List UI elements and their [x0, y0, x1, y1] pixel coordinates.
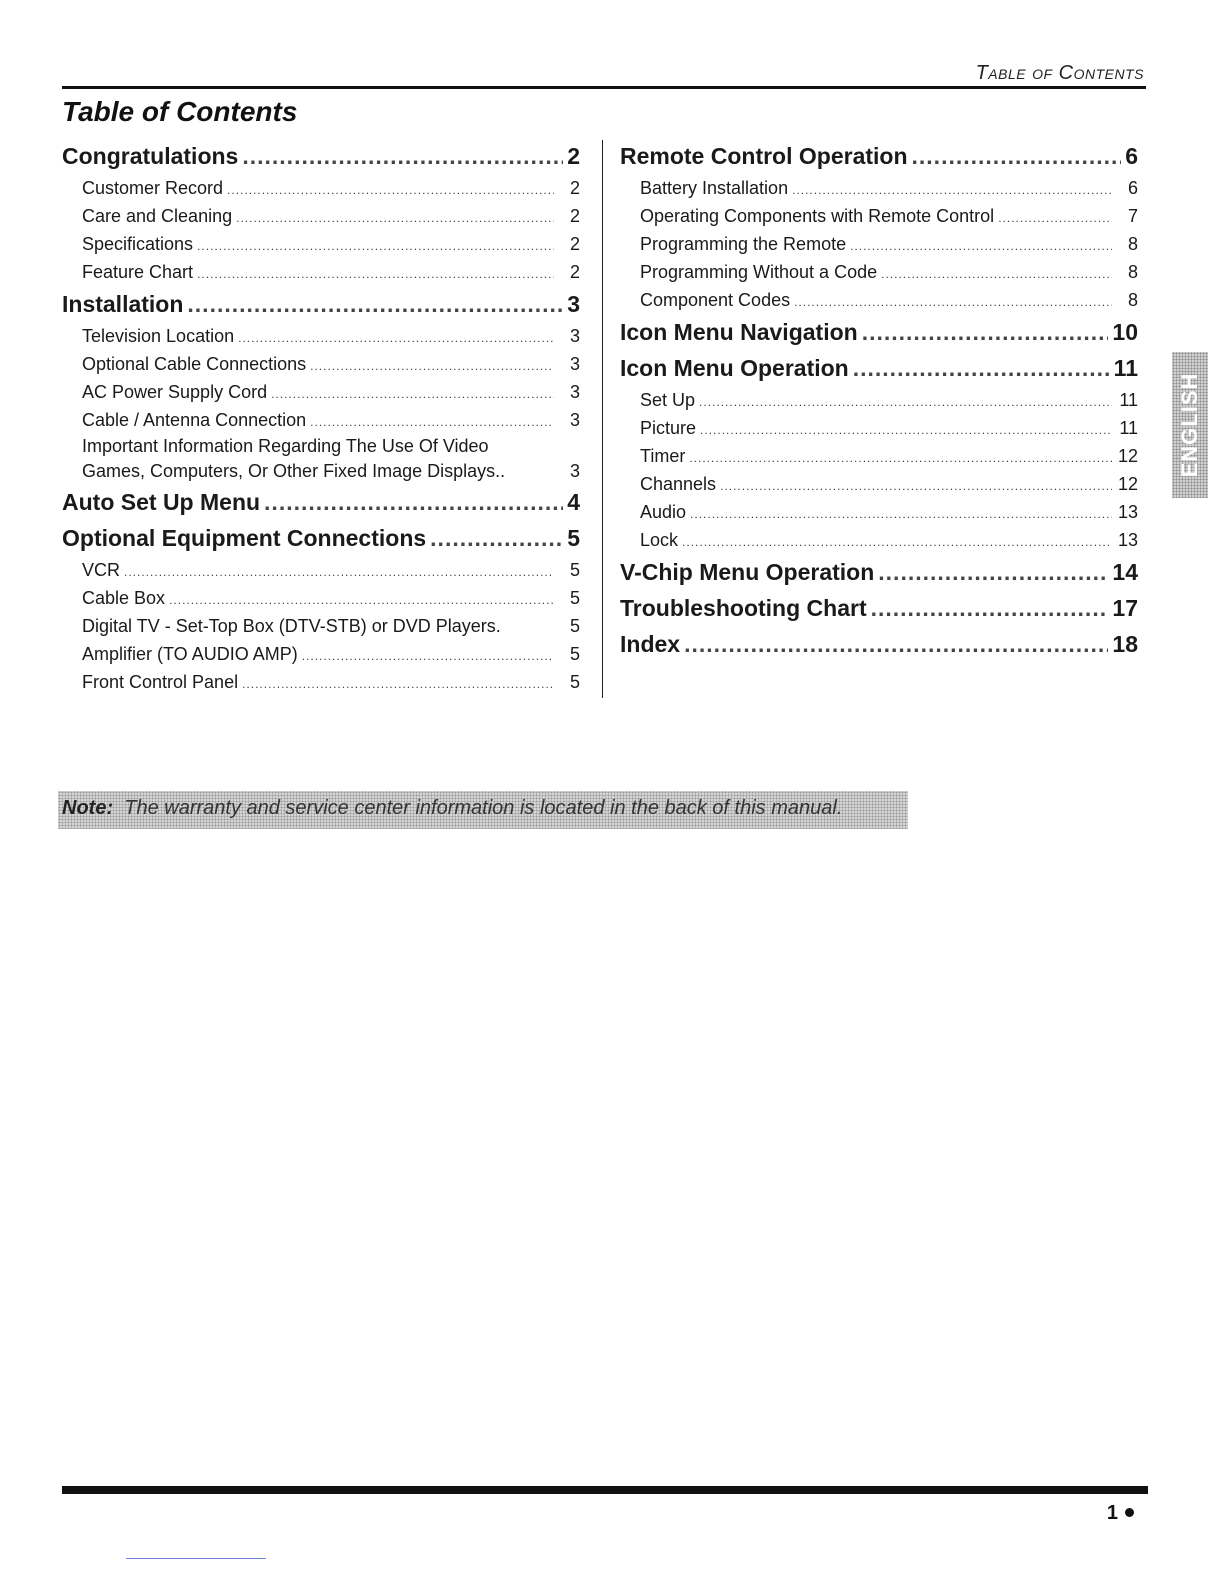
toc-sub-entry	[620, 414, 1138, 442]
toc-entry-label: Component Codes	[640, 290, 791, 310]
toc-entry-label: Troubleshooting Chart	[620, 595, 867, 621]
toc-sub-entry	[620, 526, 1138, 554]
toc-sub-entry	[62, 378, 580, 406]
column-divider	[602, 140, 603, 698]
scan-artifact-line	[126, 1558, 266, 1559]
toc-sub-entry	[62, 202, 580, 230]
toc-section-entry	[620, 626, 1138, 662]
toc-entry-page: 8	[1127, 262, 1138, 282]
toc-entry-page: 12	[1117, 474, 1138, 494]
toc-sub-entry	[620, 230, 1138, 258]
dot-leader	[682, 528, 1112, 556]
dot-leader	[862, 314, 1109, 350]
toc-section-entry	[62, 286, 580, 322]
toc-entry-page: 6	[1127, 178, 1138, 198]
toc-sub-entry	[62, 640, 580, 668]
toc-sub-entry	[62, 258, 580, 286]
toc-sub-entry	[62, 174, 580, 202]
toc-entry-label: Optional Equipment Connections	[62, 525, 427, 551]
toc-entry-label-continued: Games, Computers, Or Other Fixed Image Displays..	[82, 461, 506, 481]
toc-entry-page: 7	[1127, 206, 1138, 226]
toc-section-entry	[62, 138, 580, 174]
toc-entry-label: Television Location	[82, 326, 235, 346]
dot-leader	[197, 260, 554, 288]
toc-section-entry	[62, 520, 580, 556]
toc-entry-label: Programming Without a Code	[640, 262, 878, 282]
toc-entry-label: AC Power Supply Cord	[82, 382, 268, 402]
dot-leader	[700, 416, 1112, 444]
toc-entry-page: 2	[569, 206, 580, 226]
dot-leader	[878, 554, 1108, 590]
dot-leader	[310, 408, 554, 436]
language-tab	[1172, 352, 1208, 498]
toc-entry-page: 10	[1112, 319, 1138, 345]
toc-section-entry	[620, 554, 1138, 590]
toc-entry-label: Cable / Antenna Connection	[82, 410, 307, 430]
note-banner	[58, 791, 908, 829]
language-tab-label: ENGLISH	[1177, 372, 1202, 478]
toc-entry-label: Congratulations	[62, 143, 239, 169]
toc-entry-page: 3	[569, 461, 580, 481]
toc-entry-label: Battery Installation	[640, 178, 789, 198]
toc-sub-entry	[620, 258, 1138, 286]
toc-right-column	[620, 138, 1138, 662]
dot-leader	[238, 324, 554, 352]
toc-entry-page: 5	[569, 644, 580, 664]
toc-entry-label: Channels	[640, 474, 717, 494]
toc-sub-entry	[620, 202, 1138, 230]
toc-entry-label: Digital TV - Set-Top Box (DTV-STB) or DVD Players.	[82, 616, 501, 636]
toc-entry-label: Auto Set Up Menu	[62, 489, 261, 515]
footer-rule	[62, 1486, 1148, 1494]
toc-sub-entry	[620, 498, 1138, 526]
dot-leader	[236, 204, 554, 232]
toc-left-column	[62, 138, 580, 696]
dot-leader	[242, 670, 554, 698]
toc-entry-label: Specifications	[82, 234, 194, 254]
toc-entry-page: 17	[1112, 595, 1138, 621]
toc-section-entry	[620, 138, 1138, 174]
toc-sub-entry	[62, 584, 580, 612]
page-number: 1	[1106, 1502, 1118, 1524]
toc-entry-label: Front Control Panel	[82, 672, 239, 692]
dot-leader	[264, 484, 563, 520]
dot-leader	[302, 642, 554, 670]
dot-leader	[794, 288, 1112, 316]
dot-leader	[124, 558, 554, 586]
toc-entry-label: Audio	[640, 502, 687, 522]
toc-entry-page: 8	[1127, 234, 1138, 254]
toc-sub-entry	[62, 668, 580, 696]
toc-sub-entry	[62, 350, 580, 378]
toc-entry-label: Optional Cable Connections	[82, 354, 307, 374]
toc-entry-multiline	[62, 434, 580, 484]
dot-leader	[853, 350, 1110, 386]
dot-leader	[720, 472, 1112, 500]
toc-entry-label: VCR	[82, 560, 121, 580]
dot-leader	[271, 380, 554, 408]
toc-sub-entry	[620, 442, 1138, 470]
toc-entry-label: Operating Components with Remote Control	[640, 206, 995, 226]
toc-entry-page: 11	[1119, 418, 1138, 438]
toc-entry-label: Amplifier (TO AUDIO AMP)	[82, 644, 298, 664]
toc-section-entry	[62, 484, 580, 520]
toc-sub-entry	[62, 406, 580, 434]
toc-entry-page: 2	[567, 143, 580, 169]
toc-sub-entry	[62, 556, 580, 584]
toc-entry-page: 18	[1112, 631, 1138, 657]
toc-entry-page: 3	[569, 382, 580, 402]
dot-leader	[197, 232, 554, 260]
dot-leader	[871, 590, 1109, 626]
toc-entry-page: 5	[569, 672, 580, 692]
toc-entry-label: Picture	[640, 418, 697, 438]
running-header: Table of Contents	[975, 62, 1144, 84]
toc-entry-page: 2	[569, 234, 580, 254]
toc-entry-page: 5	[569, 588, 580, 608]
toc-entry-label: V-Chip Menu Operation	[620, 559, 875, 585]
toc-sub-entry	[620, 174, 1138, 202]
toc-entry-page: 5	[567, 525, 580, 551]
toc-entry-page: 3	[569, 326, 580, 346]
toc-entry-label: Icon Menu Operation	[620, 355, 849, 381]
toc-entry-page: 12	[1117, 446, 1138, 466]
toc-sub-entry	[620, 286, 1138, 314]
note-text	[62, 797, 842, 820]
dot-leader	[227, 176, 554, 204]
toc-entry-label: Important Information Regarding The Use Of Video	[82, 436, 489, 456]
toc-entry-label: Remote Control Operation	[620, 143, 908, 169]
dot-leader	[689, 444, 1112, 472]
toc-entry-label: Set Up	[640, 390, 696, 410]
dot-leader	[690, 500, 1112, 528]
dot-leader	[912, 138, 1122, 174]
toc-entry-page: 14	[1112, 559, 1138, 585]
toc-sub-entry	[62, 230, 580, 258]
toc-entry-label: Cable Box	[82, 588, 166, 608]
toc-sub-entry	[62, 612, 580, 640]
toc-entry-page: 5	[569, 616, 580, 636]
dot-leader	[242, 138, 563, 174]
toc-entry-page: 11	[1113, 355, 1138, 381]
dot-leader	[187, 286, 563, 322]
toc-entry-page: 2	[569, 262, 580, 282]
toc-entry-page: 3	[567, 291, 580, 317]
toc-entry-label: Feature Chart	[82, 262, 194, 282]
dot-leader	[881, 260, 1112, 288]
toc-section-entry	[620, 350, 1138, 386]
note-body: The warranty and service center information is located in the back of this manual.	[124, 797, 843, 819]
toc-entry-page: 3	[569, 354, 580, 374]
toc-entry-page: 5	[569, 560, 580, 580]
dot-leader	[699, 388, 1112, 416]
toc-entry-label: Care and Cleaning	[82, 206, 233, 226]
toc-entry-label: Lock	[640, 530, 679, 550]
toc-entry-label: Customer Record	[82, 178, 224, 198]
toc-entry-label: Timer	[640, 446, 686, 466]
page-title: Table of Contents	[62, 96, 298, 127]
note-prefix: Note:	[62, 797, 114, 819]
dot-leader	[792, 176, 1112, 204]
dot-leader	[684, 626, 1108, 662]
toc-entry-label: Programming the Remote	[640, 234, 847, 254]
toc-sub-entry	[620, 470, 1138, 498]
dot-leader	[310, 352, 554, 380]
dot-leader	[169, 586, 554, 614]
toc-entry-page: 11	[1119, 390, 1138, 410]
toc-entry-label: Installation	[62, 291, 184, 317]
toc-entry-page: 13	[1117, 530, 1138, 550]
toc-sub-entry	[62, 322, 580, 350]
toc-entry-page: 3	[569, 410, 580, 430]
toc-entry-page: 8	[1127, 290, 1138, 310]
toc-entry-page: 6	[1125, 143, 1138, 169]
toc-entry-page: 2	[569, 178, 580, 198]
toc-sub-entry	[620, 386, 1138, 414]
toc-entry-page: 4	[567, 489, 580, 515]
dot-leader	[998, 204, 1112, 232]
dot-leader	[430, 520, 563, 556]
toc-entry-page: 13	[1117, 502, 1138, 522]
dot-leader	[850, 232, 1112, 260]
toc-section-entry	[620, 590, 1138, 626]
page-bullet-icon	[1125, 1508, 1134, 1517]
toc-entry-label: Index	[620, 631, 681, 657]
header-rule	[62, 86, 1146, 89]
toc-entry-label: Icon Menu Navigation	[620, 319, 858, 345]
toc-section-entry	[620, 314, 1138, 350]
